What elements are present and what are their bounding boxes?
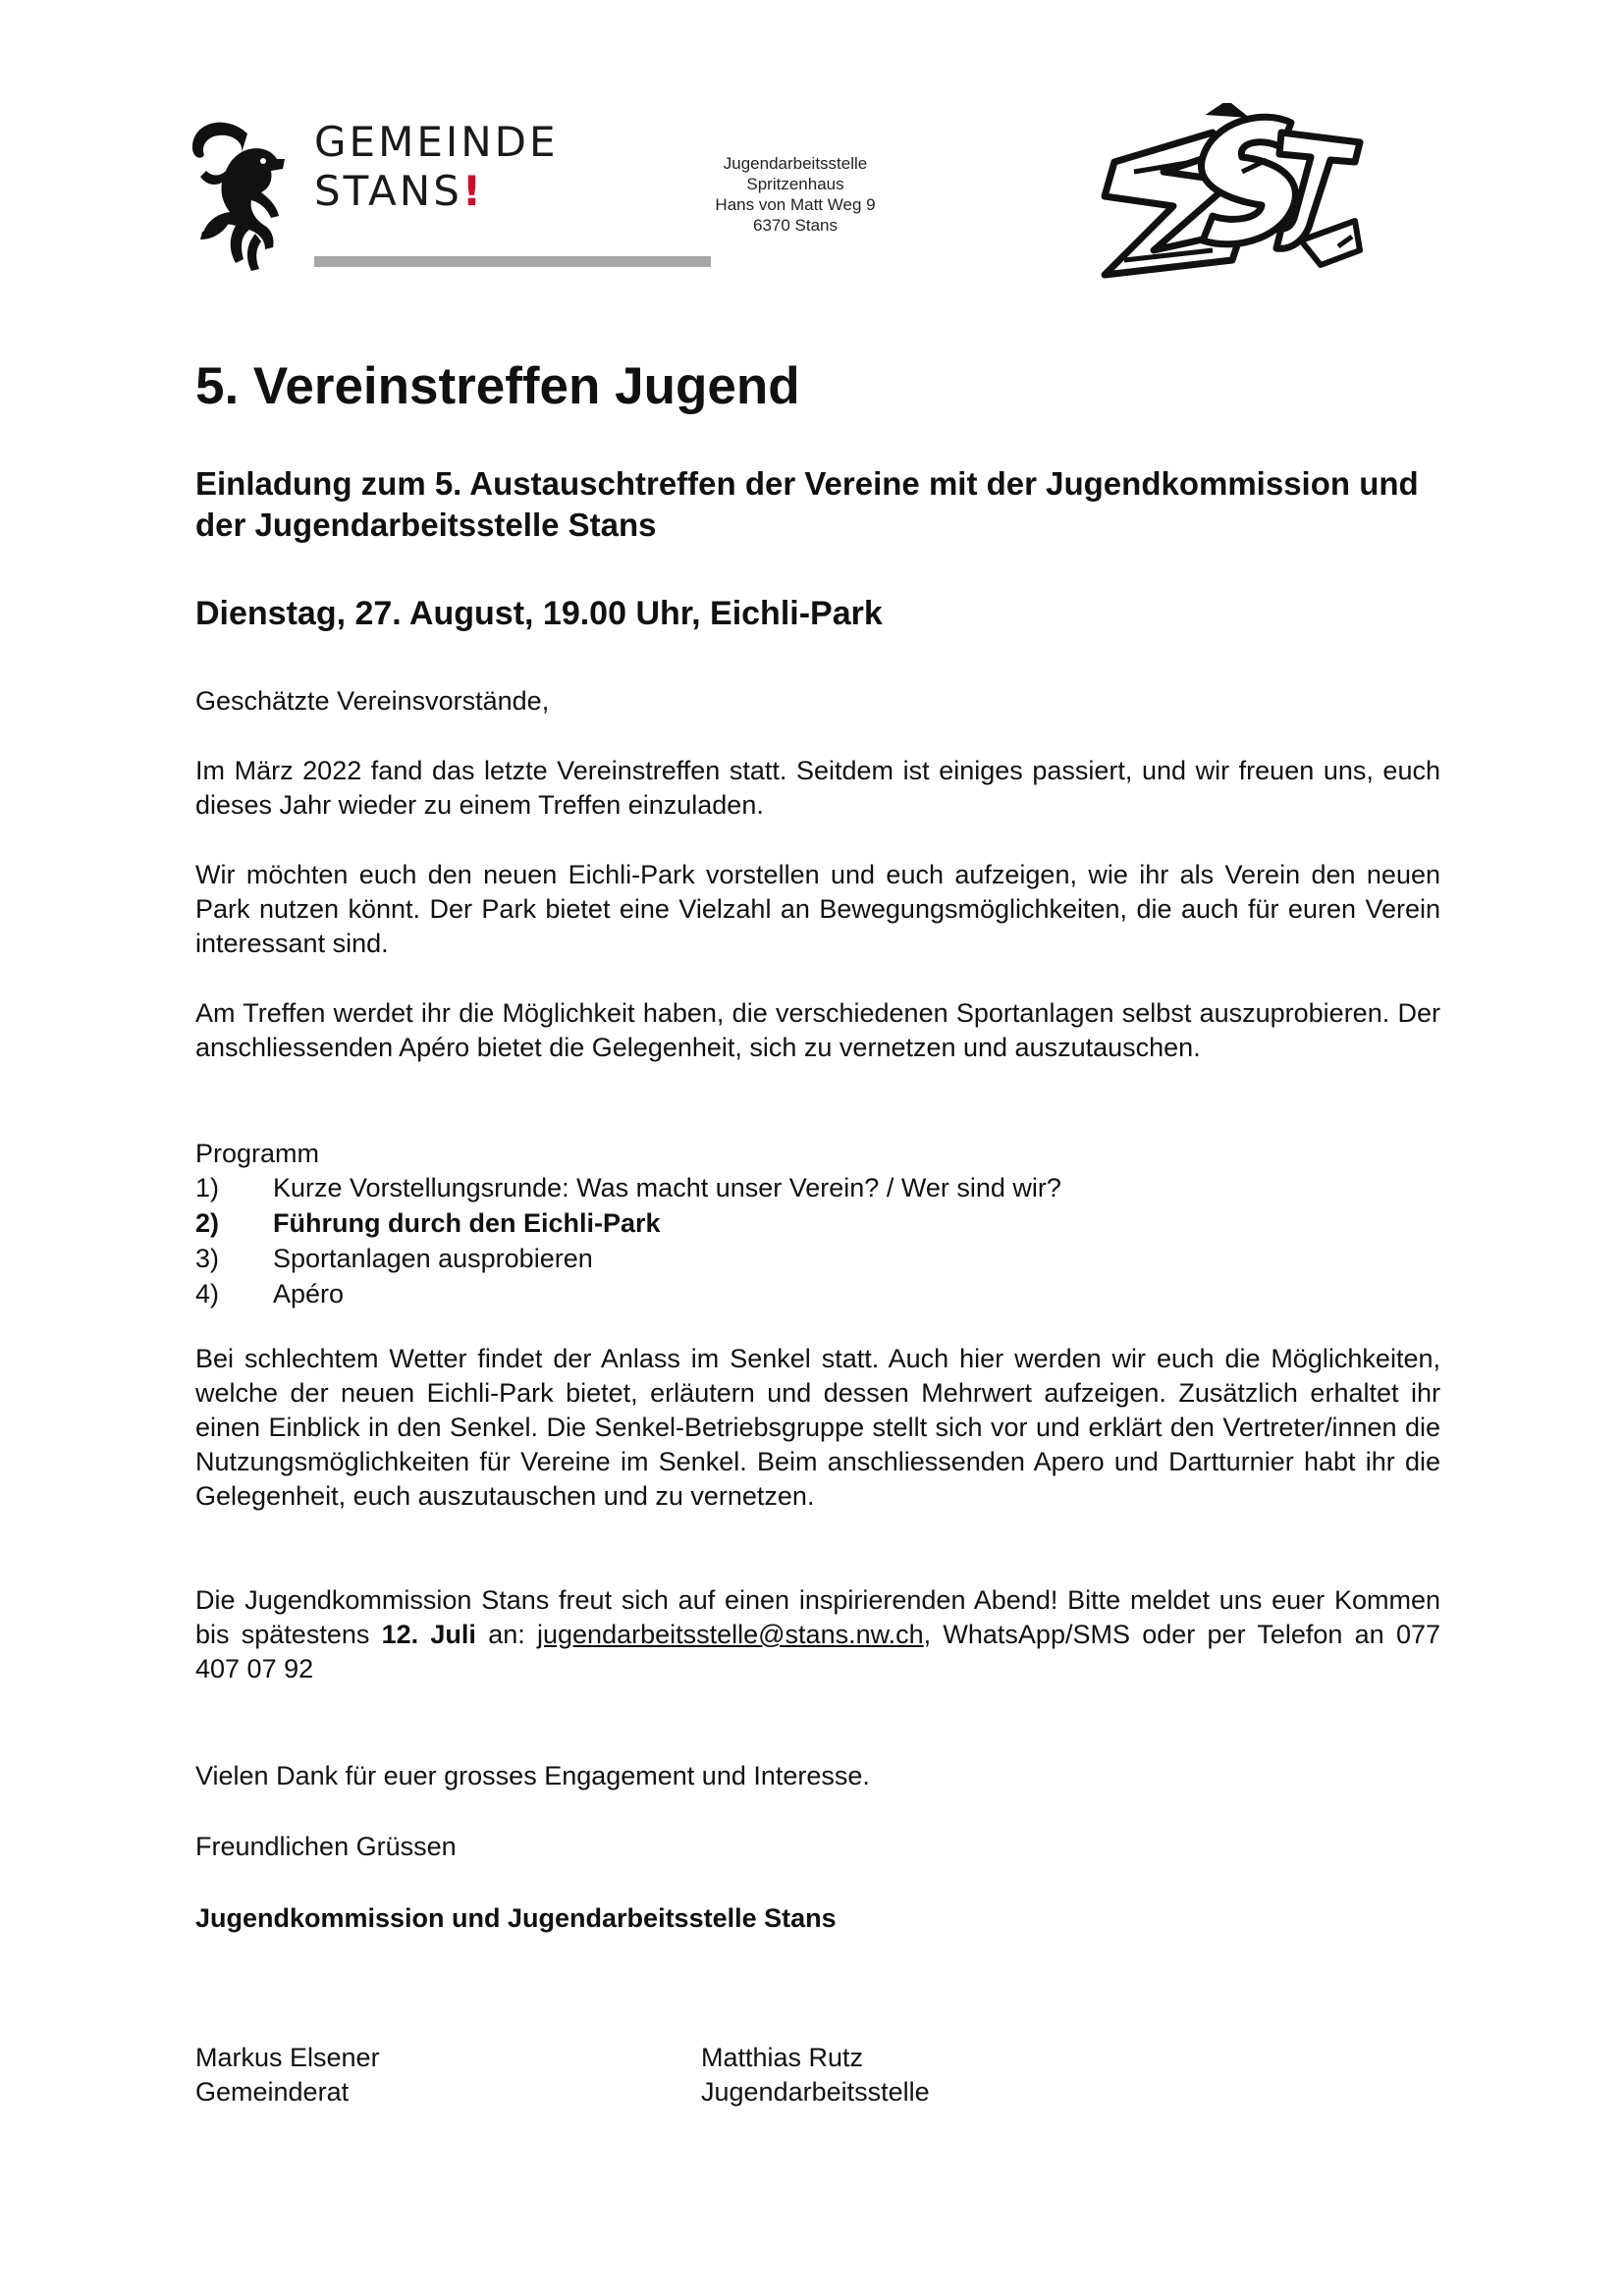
signature-name: Matthias Rutz: [701, 2043, 864, 2072]
program-item: [195, 1277, 1440, 1312]
signature-block-elsener: [195, 2041, 380, 2109]
sender-line: 6370 Stans: [752, 216, 838, 235]
program-item-text: Kurze Vorstellungsrunde: Was macht unser Verein? / Wer sind wir?: [273, 1173, 1061, 1202]
sender-line: Spritzenhaus: [746, 175, 844, 193]
program-item-text: Führung durch den Eichli-Park: [273, 1208, 661, 1238]
salutation: Geschätzte Vereinsvorstände,: [195, 686, 550, 716]
signing-organisation: Jugendkommission und Jugendarbeitsstelle Stans: [195, 1903, 837, 1933]
rsvp-email-link[interactable]: jugendarbeitsstelle@stans.nw.ch: [537, 1620, 924, 1649]
rsvp-text-middle: an:: [475, 1620, 537, 1649]
program-item-text: Apéro: [273, 1279, 345, 1308]
program-list: [195, 1171, 1440, 1312]
gemeinde-stans-logo: [187, 116, 559, 273]
paragraph-intro: Im März 2022 fand das letzte Vereinstreffen statt. Seitdem ist einiges passiert, und wir freuen uns, euch dieses Jahr wieder zu einem Treffen einzuladen.: [195, 756, 1440, 820]
paragraph-meeting: Am Treffen werdet ihr die Möglichkeit haben, die verschiedenen Sportanlagen selbst auszuprobieren. Der anschliessenden Apéro bietet die Gelegenheit, sich zu vernetzen und auszutauschen.: [195, 998, 1440, 1062]
program-item: [195, 1206, 1440, 1242]
invitation-subtitle: Einladung zum 5. Austauschtreffen der Vereine mit der Jugendkommission und der Jugendarbeitsstelle Stans: [195, 465, 1419, 543]
program-item-number: 4): [195, 1279, 220, 1308]
rsvp-text-start: Die Jugendkommission Stans freut sich auf einen inspirierenden Abend! Bitte meldet uns euer Kommen bis spätestens: [195, 1585, 1440, 1649]
ibex-icon: [187, 116, 295, 273]
program-heading: Programm: [195, 1139, 320, 1168]
program-item-number: 2): [195, 1208, 220, 1238]
document-title: 5. Vereinstreffen Jugend: [195, 357, 800, 415]
paragraph-bad-weather: Bei schlechtem Wetter findet der Anlass im Senkel statt. Auch hier werden wir euch die Möglichkeiten, welche der neuen Eichli-Park bietet, erläutern und dessen Mehrwert aufzeigen. Zusätzlich erhaltet ihr einen Einblick in den Senkel. Die Senkel-Betriebsgruppe stellt sich vor und erklärt den Vertreter/innen die Nutzungsmöglichkeiten für Vereine im Senkel. Beim anschliessenden Apero und Dartturnier habt ihr die Gelegenheit, euch auszutauschen und zu vernetzen.: [195, 1344, 1440, 1511]
sender-address: [648, 153, 943, 236]
sender-line: Hans von Matt Weg 9: [715, 195, 876, 214]
signature-role: Jugendarbeitsstelle: [701, 2077, 930, 2107]
program-item: [195, 1242, 1440, 1277]
logo-exclamation-mark: !: [461, 167, 485, 215]
closing-line: Freundlichen Grüssen: [195, 1832, 457, 1861]
signature-name: Markus Elsener: [195, 2043, 380, 2072]
rsvp-text-end: , WhatsApp/SMS oder per Telefon an 077 407 07 92: [195, 1620, 1440, 1683]
jas-graffiti-logo: [1095, 103, 1370, 290]
signature-block-rutz: [701, 2041, 930, 2109]
logo-grey-bar: [314, 256, 711, 267]
logo-text-stans: [314, 167, 484, 215]
signature-role: Gemeinderat: [195, 2077, 350, 2107]
program-item: [195, 1171, 1440, 1206]
program-item-number: 3): [195, 1244, 220, 1273]
paragraph-rsvp: [195, 1583, 1440, 1686]
rsvp-deadline: 12. Juli: [381, 1620, 476, 1649]
logo-text-stans-word: STANS: [314, 167, 462, 215]
event-date-line: Dienstag, 27. August, 19.00 Uhr, Eichli-Park: [195, 595, 883, 632]
program-item-text: Sportanlagen ausprobieren: [273, 1244, 593, 1273]
program-item-number: 1): [195, 1173, 220, 1202]
sender-line: Jugendarbeitsstelle: [723, 154, 868, 173]
logo-text-gemeinde: GEMEINDE: [314, 118, 559, 166]
paragraph-park: Wir möchten euch den neuen Eichli-Park vorstellen und euch aufzeigen, wie ihr als Verein den neuen Park nutzen könnt. Der Park bietet eine Vielzahl an Bewegungsmöglichkeiten, die auch für euren Verein interessant sind.: [195, 860, 1440, 958]
thanks-line: Vielen Dank für euer grosses Engagement und Interesse.: [195, 1761, 870, 1790]
